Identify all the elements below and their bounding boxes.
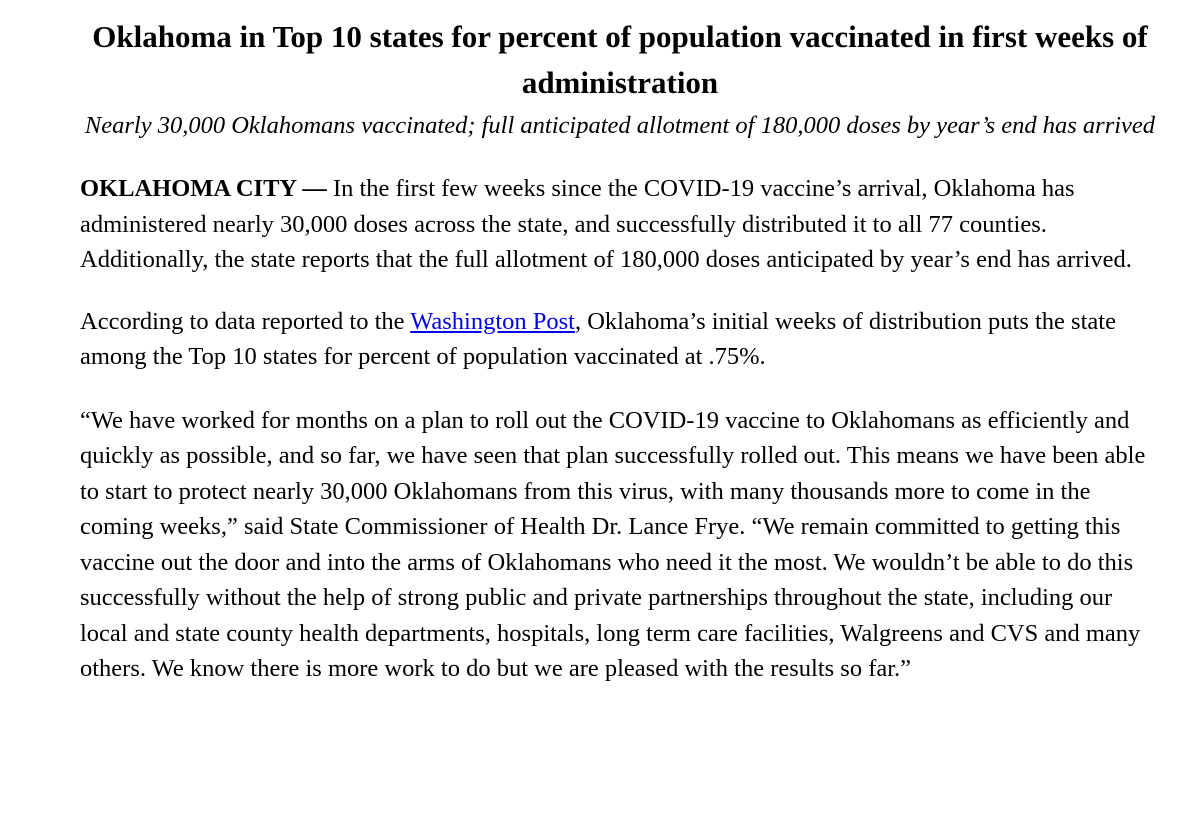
- paragraph-washington-post-lead: According to data reported to the: [80, 307, 411, 335]
- subheadline: Nearly 30,000 Oklahomans vaccinated; full anticipated allotment of 180,000 doses by year’s end has arrived: [84, 112, 1156, 139]
- paragraph-washington-post-rest: , Oklahoma’s initial weeks of distribution puts the state among the Top 10 states for percent of population vaccinated at .75%.: [80, 307, 1116, 370]
- paragraph-intro-text: In the first few weeks since the COVID-19 vaccine’s arrival, Oklahoma has administered nearly 30,000 doses across the state, and successfully distributed it to all 77 counties. Additionally, the state reports that the full allotment of 180,000 doses anticipated by year’s end has arrived.: [80, 175, 1132, 273]
- headline: Oklahoma in Top 10 states for percent of population vaccinated in first weeks of administration: [92, 19, 1148, 100]
- washington-post-link[interactable]: Washington Post: [410, 307, 575, 335]
- dateline: OKLAHOMA CITY —: [80, 175, 327, 202]
- paragraph-washington-post: [80, 304, 1160, 375]
- paragraph-intro: [80, 171, 1160, 278]
- paragraph-quote: “We have worked for months on a plan to roll out the COVID-19 vaccine to Oklahomans as efficiently and quickly as possible, and so far, we have seen that plan successfully rolled out. This means we have been able to start to protect nearly 30,000 Oklahomans from this virus, with many thousands more to come in the coming weeks,” said State Commissioner of Health Dr. Lance Frye. “We remain committed to getting this vaccine out the door and into the arms of Oklahomans who need it the most. We wouldn’t be able to do this successfully without the help of strong public and private partnerships throughout the state, including our local and state county health departments, hospitals, long term care facilities, Walgreens and CVS and many others. We know there is more work to do but we are pleased with the results so far.”: [80, 406, 1146, 682]
